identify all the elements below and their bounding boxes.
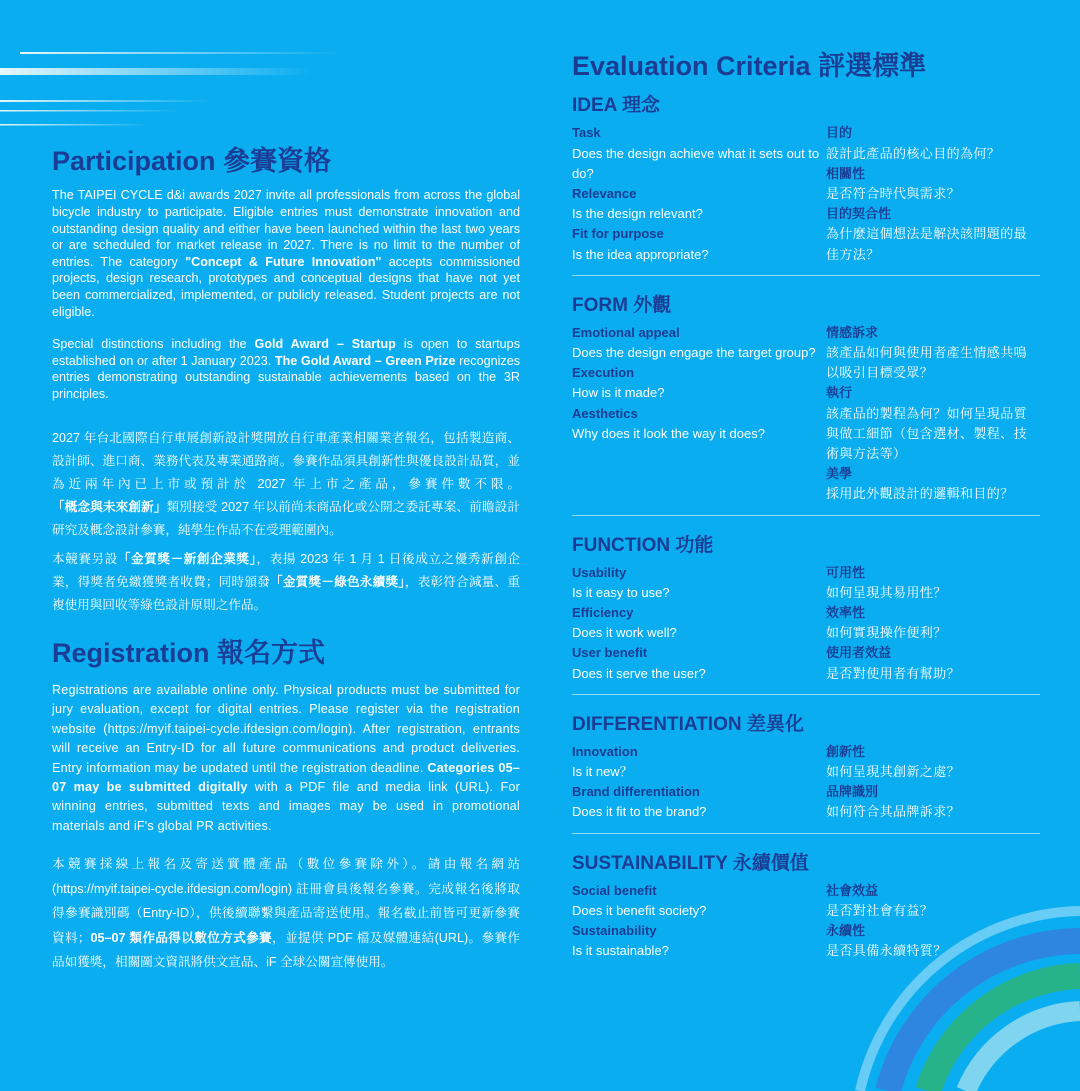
criterion-question: Is it new？	[572, 764, 633, 780]
participation-title: Participation 參賽資格	[52, 146, 332, 176]
criteria-section-title: DIFFERENTIATION 差異化	[572, 713, 804, 735]
criterion-question: Does the design engage the target group?	[572, 345, 816, 361]
decorative-lines	[0, 0, 360, 140]
criterion-label: 品牌識別	[826, 784, 879, 800]
criterion-question: Does it fit to the brand?	[572, 804, 707, 820]
participation-zh-paragraph-1: 2027 年台北國際自行車展創新設計獎開放自行車產業相關業者報名，包括製造商、設計師、進口商、業務代表及專業通路商。參賽作品須具創新性與優良設計品質，並為近兩年內已上市或預計於 2027 年上市之產品，參賽件數不限。「概念與未來創新」類別接受 2027 年以前尚未商品化或公開之委託專案、前瞻設計研究及概念設計參賽，純學生作品不在受理範圍內。	[52, 430, 520, 537]
criterion-question: 如何符合其品牌訴求？	[826, 804, 961, 820]
criterion-question: 如何呈現其易用性？	[826, 584, 947, 600]
criterion-label: Task	[572, 125, 601, 141]
criteria-column-zh	[826, 323, 1040, 505]
criteria-section	[572, 90, 1040, 275]
criterion-label: 效率性	[826, 605, 866, 621]
criterion-question: 如何實現操作便利？	[826, 625, 947, 641]
criteria-column-en	[572, 563, 826, 684]
criterion-label: Execution	[572, 365, 635, 381]
criteria-section-title: SUSTAINABILITY 永續價值	[572, 852, 809, 874]
criterion-label: Emotional appeal	[572, 324, 680, 340]
criteria-column-en	[572, 323, 826, 505]
criterion-question: 是否具備永續特質？	[826, 943, 947, 959]
criteria-column-en	[572, 123, 826, 264]
criterion-question: Does it benefit society?	[572, 902, 707, 918]
criterion-question: 是否對使用者有幫助？	[826, 665, 961, 681]
criterion-label: Social benefit	[572, 882, 657, 898]
criterion-label: Efficiency	[572, 605, 634, 621]
criterion-question: Does it serve the user?	[572, 665, 706, 681]
criterion-question: Is it sustainable?	[572, 943, 669, 959]
criterion-label: Relevance	[572, 186, 637, 201]
registration-zh-paragraph: 本競賽採線上報名及寄送實體產品（數位參賽除外）。請由報名網站(https://myif.taipei-cycle.ifdesign.com/login) 註冊會員後報名參賽。完成報名後將取得參賽識別碼（Entry-ID），供後續聯繫與產品寄送使用。報名截止前皆可更新參賽資料；05–07 類作品得以數位方式參賽，並提供 PDF 檔及媒體連結(URL)。參賽作品如獲獎，相關圖文資訊將供文宣品、iF 全球公關宣傳使用。	[52, 857, 520, 970]
criterion-question: Why does it look the way it does?	[572, 425, 765, 441]
registration-en-paragraph: Registrations are available online only. Physical products must be submitted for jury evaluation, except for digital entries. Please register via the registration website (https://myif.taipei-cycle.ifdesign.com/login). After registration, entrants will receive an Entry-ID for all future communications and product deliveries. Entry information may be updated until the registration deadline. Categories 05–07 may be submitted digitally with a PDF file and media link (URL). For winning entries, submitted texts and images may be used in promotional materials and iF's global PR activities.	[52, 682, 520, 833]
criterion-question: Is it easy to use?	[572, 584, 670, 600]
criterion-label: 情感訴求	[826, 324, 879, 340]
left-column	[52, 145, 520, 975]
criteria-column-zh	[826, 123, 1040, 264]
criteria-section	[572, 848, 1040, 972]
criterion-label: 創新性	[826, 743, 866, 759]
criterion-label: 相關性	[826, 165, 866, 181]
criterion-label: 美學	[826, 466, 853, 482]
criterion-label: Aesthetics	[572, 405, 638, 421]
criteria-column-en	[572, 881, 826, 962]
criterion-question: How is it made?	[572, 385, 665, 401]
participation-zh-paragraph-2: 本競賽另設「金質獎－新創企業獎」，表揚 2023 年 1 月 1 日後成立之優秀新創企業，得獎者免繳獲獎者收費；同時頒發「金質獎－綠色永續獎」，表彰符合減量、重複使用與回收等綠色設計原則之作品。	[52, 551, 521, 612]
criterion-label: 永續性	[826, 923, 866, 939]
criteria-section-title: IDEA 理念	[572, 95, 660, 117]
criterion-label: 使用者效益	[826, 645, 892, 661]
criteria-section	[572, 530, 1040, 695]
criterion-label: 社會效益	[826, 882, 879, 898]
criteria-column-zh	[826, 563, 1040, 684]
criterion-question: 為什麼這個想法是解決該問題的最佳方法？	[826, 226, 1028, 262]
criteria-section-title: FUNCTION 功能	[572, 534, 714, 556]
criteria-column-en	[572, 742, 826, 823]
criteria-sections	[572, 90, 1040, 971]
criterion-question: 是否對社會有益？	[826, 902, 934, 918]
criterion-question: 該產品的製程為何？如何呈現品質與做工細節（包含選材、製程、技術與方法等）	[826, 405, 1028, 462]
participation-en-paragraph-2: Special distinctions including the Gold Award – Startup is open to startups established on or after 1 January 2023. The Gold Award – Green Prize recognizes entries demonstrating outstanding sustainable achievements based on the 3R principles.	[52, 337, 520, 401]
criterion-question: 如何呈現其創新之處？	[826, 764, 961, 780]
criterion-label: 目的契合性	[826, 206, 892, 222]
criterion-label: 目的	[826, 125, 853, 141]
criteria-title: Evaluation Criteria 評選標準	[572, 51, 927, 81]
right-column	[572, 50, 1040, 985]
registration-title: Registration 報名方式	[52, 637, 326, 668]
criterion-question: 採用此外觀設計的邏輯和目的？	[826, 486, 1014, 502]
criterion-label: 可用性	[826, 564, 866, 580]
criteria-section	[572, 709, 1040, 834]
criterion-label: Usability	[572, 564, 627, 580]
criterion-question: Is the design relevant?	[572, 206, 703, 222]
criteria-section-title: FORM 外觀	[572, 294, 672, 316]
criterion-label: Innovation	[572, 743, 638, 759]
criterion-question: 是否符合時代與需求？	[826, 186, 961, 201]
criterion-question: Does the design achieve what it sets out to do?	[572, 145, 820, 181]
criterion-question: Is the idea appropriate?	[572, 246, 709, 262]
criterion-label: Sustainability	[572, 923, 657, 939]
criterion-label: 執行	[826, 385, 853, 401]
participation-en-paragraph-1: The TAIPEI CYCLE d&i awards 2027 invite all professionals from across the global bicycle industry to participate. Eligible entries must demonstrate innovation and outstanding design quality and either have been launched within the last two years or are scheduled for market release in 2027. There is no limit to the number of entries. The category "Concept & Future Innovation" accepts commissioned projects, design research, prototypes and conceptual designs that have not yet been commercialized, implemented, or publicly released. Student projects are not eligible.	[52, 188, 521, 319]
criterion-question: 該產品如何與使用者產生情感共鳴以吸引目標受眾？	[826, 345, 1028, 381]
criterion-question: 設計此產品的核心目的為何？	[826, 145, 1001, 161]
criterion-label: User benefit	[572, 645, 648, 661]
criteria-column-zh	[826, 881, 1040, 962]
criterion-question: Does it work well?	[572, 625, 677, 641]
criteria-column-zh	[826, 742, 1040, 823]
criterion-label: Fit for purpose	[572, 226, 664, 242]
criteria-section	[572, 290, 1040, 516]
criterion-label: Brand differentiation	[572, 784, 700, 800]
